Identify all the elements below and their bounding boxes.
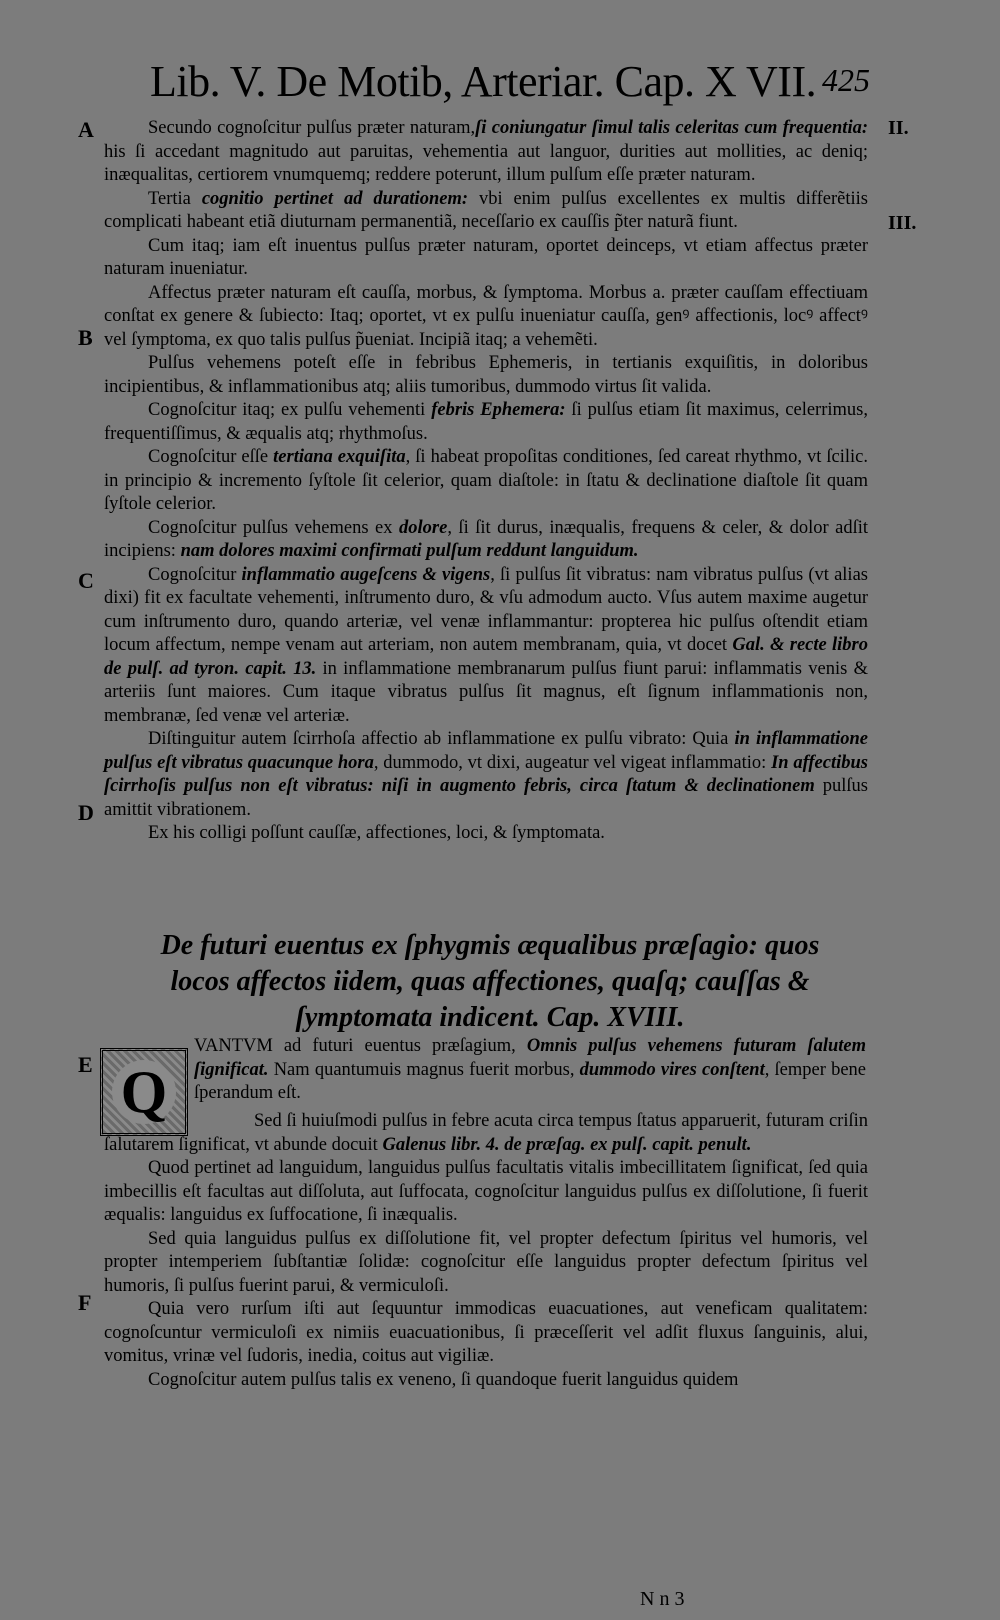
text-run: vbi enim pulſus excellentes ex multis differẽtiis complicati habeant etiã diuturnam permanentiã, neceſſario ex cauſſis p̃ter naturã fiunt. [104, 188, 868, 232]
text-run: Sed ſi huiuſmodi pulſus in febre acuta circa tempus ſtatus apparuerit, futuram criſin ſalutarem ſignificat, vt abunde docuit [104, 1111, 868, 1155]
text-run: , ſi ſit durus, inæqualis, frequens & celer, & dolor adſit incipiens: [104, 517, 869, 561]
text-run: VANTVM ad futuri euentus præſagium, [194, 1036, 527, 1056]
section-number-3: III. [888, 212, 917, 234]
margin-letter-d: D [78, 800, 94, 825]
paragraph [104, 564, 868, 729]
margin-letter-b: B [78, 325, 93, 350]
signature-mark: N n 3 [640, 1588, 685, 1610]
italic-run: in inflammatione pulſus eſt vibratus quacunque hora [104, 729, 868, 773]
italic-run: tertiana exquiſita [273, 447, 406, 467]
text-run: pulſus amittit vibrationem. [104, 776, 868, 820]
text-run: , ſi habeat propoſitas conditiones, ſed careat rhythmo, vt ſcilic. in principio & incremento ſyſtole ſit celerior, quam diaſtole: in ſtatu & declinatione diaſtole ſit quam ſyſtole celerior. [104, 447, 868, 514]
page-number: 425 [822, 62, 870, 98]
text-run: Diſtinguitur autem ſcirrhoſa affectio ab inflammatione ex pulſu vibrato: Quia [148, 729, 735, 749]
margin-letter-f: F [78, 1290, 92, 1315]
paragraph: Ex his colligi poſſunt cauſſæ, affectiones, loci, & ſymptomata. [148, 823, 605, 843]
text-run: , dummodo, vt dixi, augeatur vel vigeat inflammatio: [373, 752, 772, 773]
paragraph: Cum itaq; iam eſt inuentus pulſus præter naturam, oportet deinceps, vt etiam affectus præter naturam inueniatur. [104, 235, 868, 279]
paragraph: Quia vero rurſum iſti aut ſequuntur immodicas euacuationes, aut veneficam qualitatem: cognoſcuntur vermiculoſi ex nimiis euacuationibus, ſi præceſſerit vel adſit fluxus ſanguinis, alui, vomitus, vrinæ vel ſudoris, inedia, coitus aut vigiliæ. [104, 1299, 868, 1366]
text-run: Cognoſcitur pulſus vehemens ex [148, 517, 399, 538]
text-run: Secundo cognoſcitur pulſus præter naturam, [148, 118, 476, 138]
chapter-18-heading: De futuri euentus ex ſphygmis æqualibus præſagio: quos locos affectos iidem, quas affectiones, quaſq; cauſſas & ſymptomata indicent. Cap. XVIII. [160, 930, 820, 1033]
paragraph: Sed quia languidus pulſus ex diſſolutione fit, vel propter defectum ſpiritus vel humoris, vel propter intemperiem ſubſtantiæ ſolidæ: cognoſcitur eſſe languidus propter defectum ſpiritus vel humoris, ſi pulſus fuerint parui, & vermiculoſi. [104, 1228, 868, 1296]
text-run: ſi pulſus etiam ſit maximus, celerrimus, frequentiſſimus, & æqualis atq; rhythmoſus. [104, 400, 868, 444]
paragraph: Pulſus vehemens poteſt eſſe in febribus Ephemeris, in tertianis exquiſitis, in doloribus incipientibus, & inflammationibus atq; aliis tumoribus, dummodo virtus ſit valida. [104, 353, 868, 397]
paragraph [104, 446, 868, 517]
italic-run: dummodo vires conſtent [579, 1059, 765, 1080]
italic-run: Galenus libr. 4. de præſag. ex pulſ. capit. penult. [382, 1134, 752, 1155]
italic-run: inflammatio augeſcens & vigens [241, 564, 491, 585]
italic-run: nam dolores maximi confirmati pulſum reddunt languidum. [180, 541, 639, 561]
text-run: Cognoſcitur itaq; ex pulſu vehementi [148, 400, 432, 420]
text-run: Nam quantumuis magnus fuerit morbus, [268, 1059, 580, 1080]
paragraph [104, 399, 868, 446]
page-header [150, 56, 870, 106]
running-title: Lib. V. De Motib, Arteriar. Cap. X VII. [150, 57, 817, 106]
text-run: his ſi accedant magnitudo aut paruitas, vehementia aut languor, durities aut mollities, ac deniq; inæqualitas, certiorem vnumquemq; reddere poterunt, illum pulſum eſſe præter naturam. [104, 141, 868, 185]
paragraph [104, 188, 868, 235]
paragraph: Cognoſcitur autem pulſus talis ex veneno, ſi quandoque fuerit languidus quidem [148, 1369, 739, 1390]
chapter-18-opening [194, 1035, 866, 1106]
italic-run: ſi coniungatur ſimul talis celeritas cum frequentia: [475, 118, 868, 138]
paragraph [104, 728, 868, 822]
margin-letter-a: A [78, 117, 94, 142]
section-number-2: II. [888, 117, 909, 139]
italic-run: In affectibus ſcirrhoſis pulſus non eſt vibratus: niſi in augmento febris, circa ſtatum & declinationem [104, 752, 869, 796]
text-run: , ſi pulſus ſit vibratus: nam vibratus pulſus (vt alias dixi) fit ex facultate vehementi, inſtrumento duro, & vſu admodum aucto. Vſus autem maxime augetur cum inſtrumento duro, quando arteriæ, vel venæ inflammantur: propterea hic pulſus oſtendit etiam locum affectum, nempe venam aut arteriam, non autem membranam, quia, vt docet [104, 564, 868, 655]
paragraph: Affectus præter naturam eſt cauſſa, morbus, & ſymptoma. Morbus a. præter cauſſam effectiuam conſtat ex genere & ſubiecto: Itaq; oportet, vt ex pulſu inueniatur cauſſa, genꝰ affectionis, locꝰ affectꝰ vel ſymptoma, ex quo talis pulſus p̃ueniat. Incipiã itaq; a vehemẽti. [104, 282, 868, 350]
chapter-18-text [104, 1110, 868, 1392]
paragraph [104, 117, 868, 188]
paragraph [104, 517, 868, 564]
italic-run: cognitio pertinet ad durationem: [201, 188, 468, 209]
italic-run: dolore [399, 517, 448, 538]
margin-letter-e: E [78, 1052, 93, 1077]
paragraph [104, 1110, 868, 1157]
margin-letter-c: C [78, 568, 94, 593]
italic-run: Gal. & recte libro de pulſ. ad tyron. capit. 13. [104, 635, 869, 679]
italic-run: febris Ephemera: [431, 400, 566, 420]
text-run: in inflammatione membranarum pulſus fiunt parui: inflammatis venis & arteriis ſunt maiores. Cum itaque vibratus pulſus ſit magnus, eſt ſignum inflammationis non, membranæ, ſed venæ vel arteriæ. [104, 658, 868, 726]
paragraph: Quod pertinet ad languidum, languidus pulſus facultatis vitalis imbecillitatem ſignificat, ſed quia imbecillis eſt facultas aut diſſoluta, aut ſuffocata, cognoſcitur languidus pulſus ex diſſolutione, ſi fuerit æqualis: languidus ex ſuffocatione, ſi inæqualis. [104, 1158, 868, 1225]
text-run: , ſemper bene ſperandum eſt. [194, 1059, 866, 1103]
text-run: Cognoſcitur [148, 564, 242, 585]
initial-letter: Q [112, 1060, 176, 1124]
text-run: Cognoſcitur eſſe [148, 447, 274, 467]
text-run: Tertia [148, 188, 202, 209]
italic-run: Omnis pulſus vehemens futuram ſalutem ſignificat. [194, 1036, 866, 1080]
paragraph [194, 1035, 866, 1106]
chapter-17-text [104, 117, 868, 846]
